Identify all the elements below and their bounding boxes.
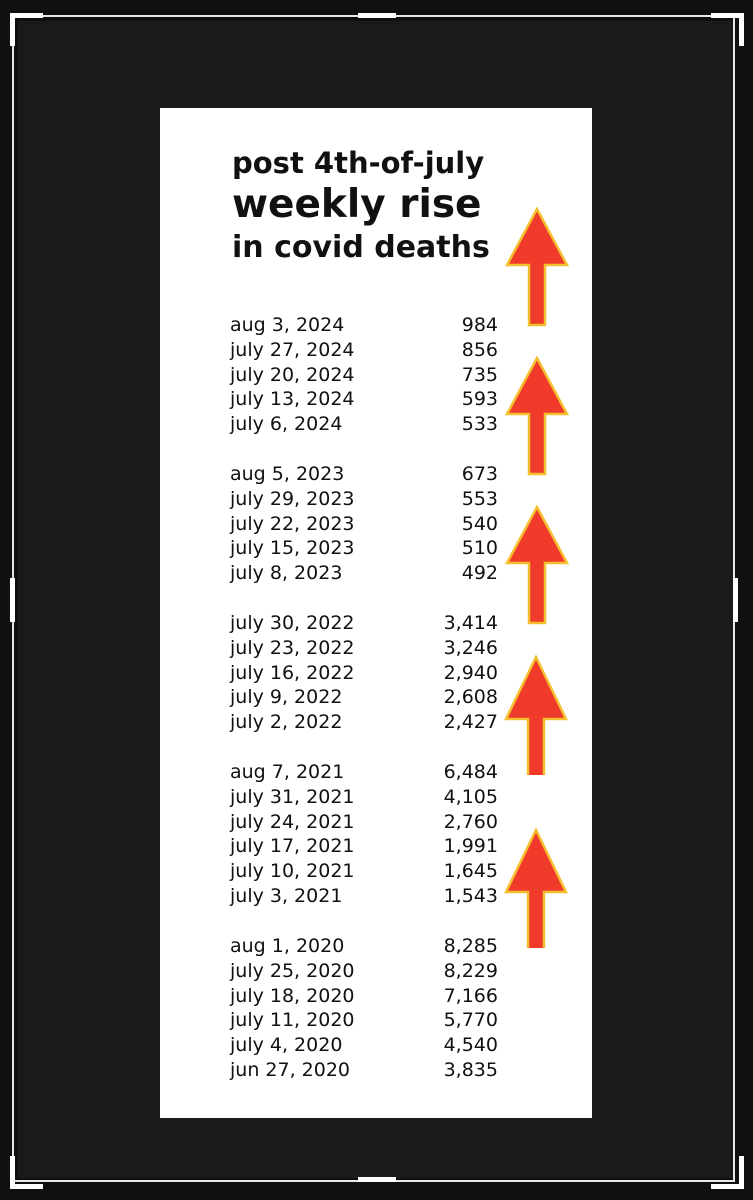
row-date: july 25, 2020 bbox=[230, 959, 355, 982]
row-date: july 22, 2023 bbox=[230, 512, 355, 535]
crop-handle-left[interactable] bbox=[10, 578, 15, 622]
row-date: july 10, 2021 bbox=[230, 860, 355, 883]
row-value: 4,105 bbox=[443, 785, 498, 808]
row-value: 3,835 bbox=[443, 1058, 498, 1081]
row-value: 492 bbox=[461, 562, 498, 585]
row-date: july 18, 2020 bbox=[230, 984, 355, 1007]
row-date: july 2, 2022 bbox=[230, 711, 343, 734]
row-value: 7,166 bbox=[443, 984, 498, 1007]
row-value: 1,645 bbox=[443, 860, 498, 883]
crop-handle-bottom[interactable] bbox=[358, 1177, 396, 1182]
crop-handle-top-left[interactable] bbox=[10, 13, 43, 46]
data-row bbox=[230, 1033, 575, 1058]
row-date: aug 5, 2023 bbox=[230, 463, 345, 485]
row-date: july 30, 2022 bbox=[230, 612, 355, 634]
row-value: 6,484 bbox=[443, 761, 498, 783]
row-date: july 31, 2021 bbox=[230, 785, 355, 808]
row-value: 2,760 bbox=[443, 810, 498, 833]
data-row bbox=[230, 1008, 575, 1033]
row-date: jun 27, 2020 bbox=[230, 1058, 351, 1081]
row-value: 8,229 bbox=[443, 959, 498, 982]
row-date: july 27, 2024 bbox=[230, 338, 355, 361]
row-date: july 3, 2021 bbox=[230, 884, 343, 907]
title-line-2: weekly rise bbox=[232, 182, 482, 227]
row-value: 984 bbox=[461, 314, 498, 336]
row-date: july 15, 2023 bbox=[230, 537, 355, 560]
row-date: aug 1, 2020 bbox=[230, 935, 345, 957]
row-date: july 24, 2021 bbox=[230, 810, 355, 833]
row-value: 1,543 bbox=[443, 884, 498, 907]
card-title bbox=[232, 144, 490, 268]
row-date: july 17, 2021 bbox=[230, 835, 355, 858]
title-line-1: post 4th-of-july bbox=[232, 146, 485, 180]
row-value: 4,540 bbox=[443, 1034, 498, 1057]
data-group bbox=[230, 934, 575, 1083]
row-date: aug 3, 2024 bbox=[230, 314, 345, 336]
crop-handle-bottom-left[interactable] bbox=[10, 1156, 43, 1189]
up-arrow-icon bbox=[504, 655, 568, 775]
row-value: 540 bbox=[461, 512, 498, 535]
data-row bbox=[230, 984, 575, 1009]
crop-handle-top-right[interactable] bbox=[711, 13, 744, 46]
row-date: july 4, 2020 bbox=[230, 1034, 343, 1057]
row-value: 510 bbox=[461, 537, 498, 560]
row-date: july 13, 2024 bbox=[230, 388, 355, 411]
row-value: 8,285 bbox=[443, 935, 498, 957]
row-date: july 23, 2022 bbox=[230, 636, 355, 659]
row-value: 2,427 bbox=[443, 711, 498, 734]
row-value: 3,246 bbox=[443, 636, 498, 659]
row-date: july 9, 2022 bbox=[230, 686, 343, 709]
up-arrow-icon bbox=[505, 207, 569, 327]
row-value: 553 bbox=[461, 487, 498, 510]
data-row bbox=[230, 1058, 575, 1083]
row-value: 5,770 bbox=[443, 1009, 498, 1032]
up-arrow-icon bbox=[505, 505, 569, 625]
up-arrow-icon bbox=[505, 356, 569, 476]
title-line-3: in covid deaths bbox=[232, 230, 490, 265]
row-value: 856 bbox=[461, 338, 498, 361]
row-value: 593 bbox=[461, 388, 498, 411]
data-row bbox=[230, 959, 575, 984]
row-date: july 16, 2022 bbox=[230, 661, 355, 684]
data-card bbox=[160, 108, 592, 1118]
row-date: aug 7, 2021 bbox=[230, 761, 345, 783]
row-date: july 20, 2024 bbox=[230, 363, 355, 386]
row-value: 735 bbox=[461, 363, 498, 386]
data-row bbox=[230, 785, 575, 810]
crop-handle-right[interactable] bbox=[733, 578, 738, 622]
row-date: july 8, 2023 bbox=[230, 562, 343, 585]
row-date: july 6, 2024 bbox=[230, 413, 343, 436]
row-value: 673 bbox=[461, 463, 498, 485]
row-value: 3,414 bbox=[443, 612, 498, 634]
row-value: 533 bbox=[461, 413, 498, 436]
row-value: 2,940 bbox=[443, 661, 498, 684]
up-arrow-icon bbox=[504, 828, 568, 948]
row-date: july 29, 2023 bbox=[230, 487, 355, 510]
crop-handle-top[interactable] bbox=[358, 13, 396, 18]
row-date: july 11, 2020 bbox=[230, 1009, 355, 1032]
row-value: 1,991 bbox=[443, 835, 498, 858]
row-value: 2,608 bbox=[443, 686, 498, 709]
crop-handle-bottom-right[interactable] bbox=[711, 1156, 744, 1189]
